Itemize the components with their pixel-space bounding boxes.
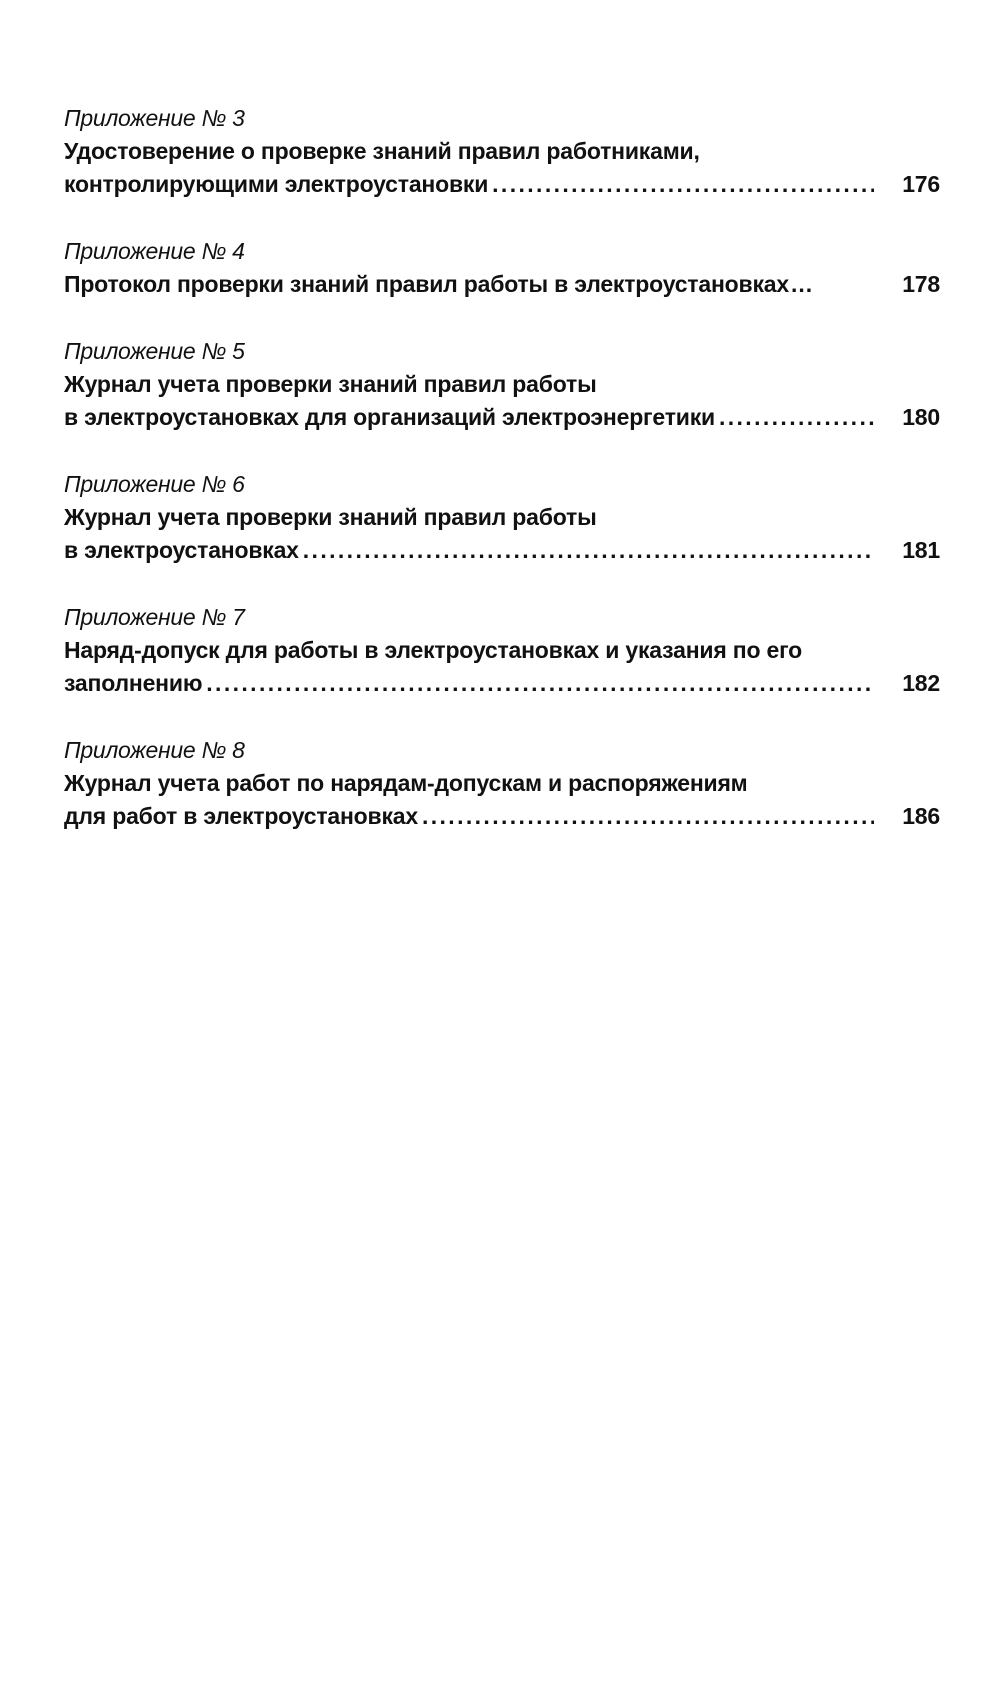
page-number: 176	[902, 171, 940, 197]
entry-title-last-line	[64, 268, 940, 301]
entry-title-text: заполнению	[64, 670, 203, 696]
page-number: 178	[902, 271, 940, 297]
entry-title-last-line	[64, 667, 940, 700]
appendix-label: Приложение № 7	[64, 604, 245, 630]
dot-leader	[719, 401, 874, 434]
toc-entry-appendix-6	[64, 468, 940, 567]
appendix-label: Приложение № 3	[64, 105, 245, 131]
appendix-label: Приложение № 8	[64, 737, 245, 763]
toc-entry-appendix-7	[64, 601, 940, 700]
appendix-label: Приложение № 6	[64, 471, 245, 497]
entry-title-line: Журнал учета проверки знаний правил работы	[64, 371, 597, 397]
entry-title-line: Наряд-допуск для работы в электроустановках и указания по его	[64, 637, 802, 663]
entry-title-content: Протокол проверки знаний правил работы в электроустановках	[64, 271, 789, 297]
entry-title-line: Журнал учета проверки знаний правил работы	[64, 504, 597, 530]
entry-title-line: Журнал учета работ по нарядам-допускам и распоряжениям	[64, 770, 748, 796]
entry-title-line: Удостоверение о проверке знаний правил работниками,	[64, 138, 700, 164]
entry-title-last-line	[64, 800, 940, 833]
entry-title-text: в электроустановках для организаций электроэнергетики	[64, 404, 715, 430]
entry-title-last-line	[64, 534, 940, 567]
entry-title-text: контролирующими электроустановки	[64, 171, 489, 197]
toc-entry-appendix-5	[64, 335, 940, 434]
appendix-label: Приложение № 5	[64, 338, 245, 364]
toc-entry-appendix-3	[64, 102, 940, 201]
dot-leader	[492, 168, 874, 201]
appendix-label: Приложение № 4	[64, 238, 245, 264]
dot-leader	[303, 534, 874, 567]
page-number: 186	[902, 803, 940, 829]
dot-leader	[206, 667, 874, 700]
toc-entry-appendix-4	[64, 235, 940, 301]
page-number: 181	[902, 537, 940, 563]
page-number: 180	[902, 404, 940, 430]
entry-title-last-line	[64, 168, 940, 201]
table-of-contents	[64, 102, 940, 867]
page-number: 182	[902, 670, 940, 696]
toc-entry-appendix-8	[64, 734, 940, 833]
entry-title-text	[64, 268, 880, 301]
dot-leader: ...	[790, 271, 814, 297]
entry-title-text: в электроустановках	[64, 537, 299, 563]
entry-title-text: для работ в электроустановках	[64, 803, 418, 829]
entry-title-last-line	[64, 401, 940, 434]
dot-leader	[422, 800, 874, 833]
